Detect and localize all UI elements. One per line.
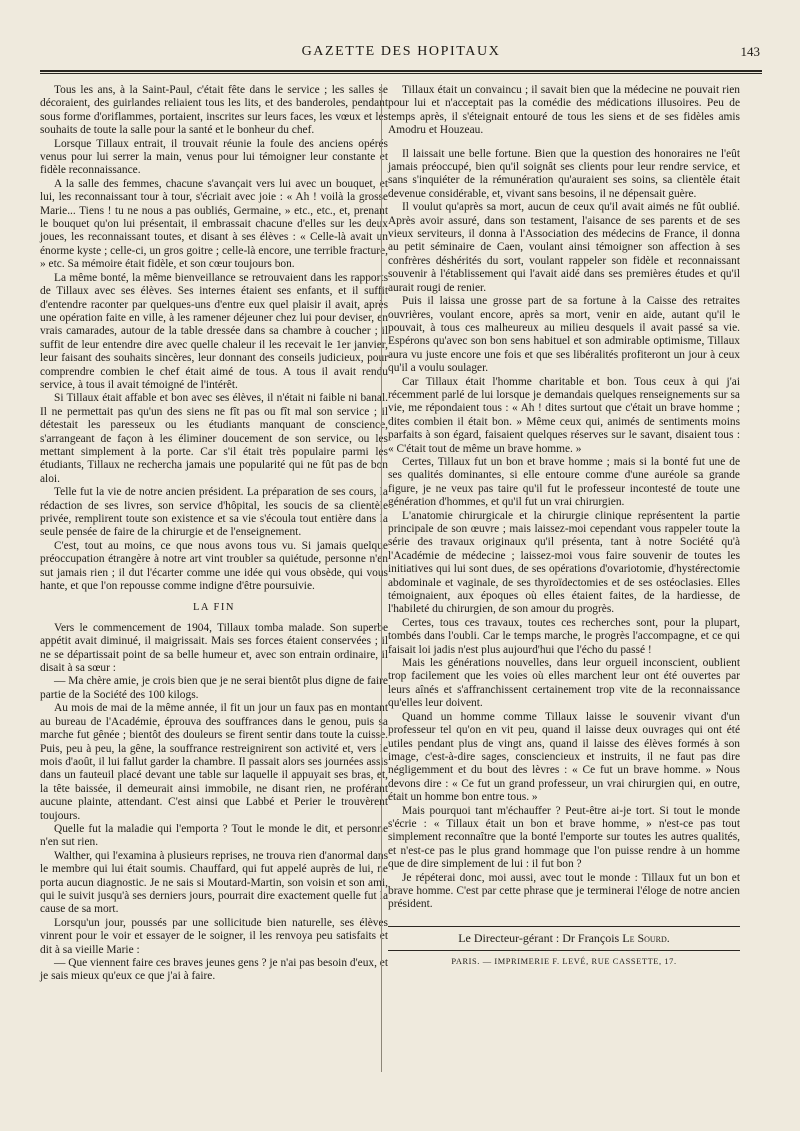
page-number: 143 (740, 44, 760, 59)
paragraph-gap (388, 138, 740, 148)
printer-imprint: PARIS. — IMPRIMERIE F. LEVÉ, RUE CASSETTE, 17. (451, 957, 677, 967)
paragraph: — Que viennent faire ces braves jeunes gens ? je n'ai pas besoin d'eux, et je sais mieux qu'eux ce que j'ai à faire. (40, 957, 388, 983)
signature-rule-bottom (388, 950, 740, 951)
paragraph: A la salle des femmes, chacune s'avançait vers lui avec un bouquet, et lui, les reconnaissant tour à tour, s'écriait avec joie : « Ah ! voilà la grosse Marie... Tiens ! tu ne nous a pas oubliés, Germaine, » etc., etc., et, prenant le bouquet qu'on lui présentait, il embrassait chacune d'elles sur les deux joues, les reconnaissant toutes, et disant à ses élèves : « Celle-là avait un énorme kyste ; celle-ci, un gros goitre ; celle-là encore, une terrible fracture, » etc. Sa mémoire était fidèle, et son cœur toujours bon. (40, 177, 388, 271)
paragraph: Walther, qui l'examina à plusieurs reprises, ne trouva rien d'anormal dans le membre qui lui était soumis. Chauffard, qui fut appelé auprès de lui, ne porta aucun diagnostic. Je ne sais si Moutard-Martin, son voisin et son ami, qui le suivit jusqu'à ses derniers jours, pourrait dire exactement quelle fut la cause de sa mort. (40, 849, 388, 916)
paragraph: Lorsque Tillaux entrait, il trouvait réunie la foule des anciens opérés venus pour lui serrer la main, venus pour lui témoigner leur constante et fidèle reconnaissance. (40, 137, 388, 177)
signature-line (388, 932, 740, 945)
signature-prefix: Le Directeur-gérant : Dr François (458, 930, 623, 945)
right-column (388, 84, 740, 969)
column-divider (381, 84, 382, 1072)
paragraph: Certes, Tillaux fut un bon et brave homme ; mais si la bonté fut une de ses qualités dominantes, si elle entoure comme d'une auréole sa grande figure, je ne veux pas taire qu'il fut le professeur incontesté de toute une génération d'hommes, et qu'il fut un vrai chirurgien. (388, 455, 740, 509)
paragraph: Il voulut qu'après sa mort, aucun de ceux qu'il avait aimés ne fût oublié. Après avoir assuré, dans son testament, l'aisance de ses parents et de ses vieux serviteurs, il donna à l'Association des médecins de France, il donna au petit séminaire de Caen, voulant ainsi témoigner son affection à ses confrères déshérités du sort, voulant rappeler son fidèle et reconnaissant souvenir à l'établissement qui l'avait aidé dans ses premières études et qu'il aurait rougi de renier. (388, 201, 740, 294)
paragraph: Quand un homme comme Tillaux laisse le souvenir vivant d'un professeur tel qu'on en vit peu, quand il laisse deux ouvrages qui ont été utiles pendant plus de vingt ans, quand il laisse des élèves formés à son image, c'est-à-dire sages, consciencieux et instruits, il ne faut pas dire négligemment et du bout des lèvres : « Ce fut un brave homme. » Nous devons dire : « Ce fut un grand professeur, un vrai chirurgien qui, en outre, était un homme bon entre tous. » (388, 710, 740, 804)
paragraph: Il laissait une belle fortune. Bien que la question des honoraires ne l'eût jamais préoccupé, bien qu'il soignât ses clients pour leur rendre service, et sans s'inquiéter de la rémunération qu'auraient ses soins, sa clientèle était devenue considérable, et, vivant sans besoins, il ne dépensait guère. (388, 147, 740, 200)
header-rule (40, 70, 762, 72)
section-title: LA FIN (193, 602, 235, 614)
left-column (40, 84, 388, 984)
page-header (40, 40, 762, 70)
paragraph: C'est, tout au moins, ce que nous avons tous vu. Si jamais quelque préoccupation étrangère à notre art vint troubler sa quiétude, personne n'en sut jamais rien ; il dut l'écarter comme une idée qui vous obsède, qui vous hante, et que l'on repousse comme indigne d'être poursuivie. (40, 539, 388, 593)
journal-title: GAZETTE DES HOPITAUX (301, 44, 501, 59)
paragraph: — Ma chère amie, je crois bien que je ne serai bientôt plus digne de faire partie de la Société des 100 kilogs. (40, 675, 388, 701)
paragraph: Mais les générations nouvelles, dans leur orgueil inconscient, oublient trop facilement que les voies où elles marchent leur ont été ouvertes par leurs aînés et s'affranchissent certainement trop vite de la reconnaissance qu'elles leur doivent. (388, 657, 740, 710)
paragraph: Vers le commencement de 1904, Tillaux tomba malade. Son superbe appétit avait diminué, il maigrissait. Mais ses forces étaient conservées ; il ne se départissait point de sa belle humeur et, avec son entrain ordinaire, il disait à sa sœur : (40, 621, 388, 675)
paragraph: Car Tillaux était l'homme charitable et bon. Tous ceux à qui j'ai récemment parlé de lui lorsque je demandais quelques renseignements sur sa vie, me répondaient tous : « Ah ! dites surtout que c'était un brave homme ; dites combien il était bon. » Même ceux qui, animés de sentiments moins parfaits à son égard, faisaient quelques réserves sur le savant, disaient tous : « C'était tout de même un brave homme. » (388, 375, 740, 455)
paragraph: Au mois de mai de la même année, il fit un jour un faux pas en montant au bureau de l'Académie, éprouva des souffrances dans le genou, puis sa marche fut gênée ; bientôt des douleurs se firent sentir dans toute la cuisse. Puis, peu à peu, la gêne, la souffrance restreignirent son activité et, vers le mois d'août, il lui fallut garder la chambre. Il passait alors ses journées assis dans un fauteuil placé devant une table sur laquelle il appuyait ses bras, et, la tête baissée, il demeurait ainsi immobile, ne disant rien, ne proférant aucune plainte, attendant. C'est ainsi que Labbé et Perier le trouvèrent toujours. (40, 702, 388, 822)
paragraph: La même bonté, la même bienveillance se retrouvaient dans les rapports de Tillaux avec ses élèves. Ses internes étaient ses enfants, et il suffit d'entendre raconter par quelques-uns d'entre eux quel plaisir il avait, après une opération faite en ville, à les ramener déjeuner chez lui pour deviser, en vrais camarades, autour de la table dressée dans sa chambre à coucher ; il suffit de leur entendre dire avec quelle chaleur il les recevait le 1er janvier, leur faisant des souhaits sincères, leur donnant des conseils judicieux, pour comprendre combien le chef était aimé de tous. A tous il avait rendu service, à tous il avait témoigné de l'intérêt. (40, 271, 388, 391)
paragraph: L'anatomie chirurgicale et la chirurgie clinique représentent la partie principale de son œuvre ; mais laissez-moi cependant vous rappeler toute la série des travaux originaux qu'il présenta, tant à notre Société qu'à l'Académie de médecine ; laissez-moi vous faire souvenir de toutes les initiatives qui lui sont dues, de ses opérations d'ovariotomie, d'hystérectomie abdominale et vaginale, de ses thyroïdectomies et de ses ostéoclasies. Elles témoignaient, aux époques où elles étaient faites, de la hardiesse, de l'habileté du chirurgien, de son amour du progrès. (388, 509, 740, 616)
paragraph: Certes, tous ces travaux, toutes ces recherches sont, pour la plupart, tombés dans l'oubli. Car le temps marche, le progrès l'accompagne, et ce qui faisait loi jadis n'est plus aujourd'hui que l'écho du passé ! (388, 616, 740, 656)
paragraph: Je répéterai donc, moi aussi, avec tout le monde : Tillaux fut un bon et brave homme. C'est par cette phrase que je terminerai l'éloge de notre ancien président. (388, 871, 740, 911)
paragraph: Lorsqu'un jour, poussés par une sollicitude bien naturelle, ses élèves vinrent pour le voir et essayer de le soigner, il les renvoya peu satisfaits et dit à sa vieille Marie : (40, 916, 388, 956)
paragraph: Si Tillaux était affable et bon avec ses élèves, il n'était ni faible ni banal. Il ne permettait pas qu'un des siens ne fît pas ou fît mal son service ; il détestait les paresseux ou les étudiants manquant de conscience, s'arrangeant de façon à les éliminer doucement de son service, ou les mettant simplement à la porte. Car s'il était très populaire parmi les étudiants, Tillaux ne rechercha jamais une popularité qui ne fût pas de bon aloi. (40, 392, 388, 485)
paragraph: Telle fut la vie de notre ancien président. La préparation de ses cours, la rédaction de ses livres, son service d'hôpital, les soucis de sa clientèle privée, remplirent toute son existence et sa vie s'écoula tout entière dans la seule pensée de faire de la chirurgie et de l'enseignement. (40, 486, 388, 539)
paragraph: Tous les ans, à la Saint-Paul, c'était fête dans le service ; les salles se décoraient, des guirlandes reliaient tous les lits, et des banderoles, pendant sous forme d'oriflammes, portaient, inscrites sur leurs faces, les vœux et les souhaits de toute la salle pour la santé et le bonheur du chef. (40, 84, 388, 137)
signature-rule (388, 926, 740, 927)
paragraph: Quelle fut la maladie qui l'emporta ? Tout le monde le dit, et personne n'en sut rien. (40, 822, 388, 849)
header-rule-thin (40, 73, 762, 74)
paragraph: Puis il laissa une grosse part de sa fortune à la Caisse des retraites ouvrières, voulant encore, après sa mort, venir en aide, autant qu'il le pouvait, à tous ces malheureux au milieu desquels il avait passé sa vie. Espérons qu'avec son bon sens habituel et son admirable optimisme, Tillaux aura vu juste encore une fois et que ses libéralités profiteront un jour à ceux qu'il a voulu soulager. (388, 295, 740, 375)
signature-suffix: . (666, 930, 670, 945)
paragraph: Tillaux était un convaincu ; il savait bien que la médecine ne pouvait rien pour lui et n'acceptait pas la comédie des médications illusoires. Peu de temps après, il s'éteignait entouré de tous les siens et de ses fidèles amis Amodru et Houzeau. (388, 84, 740, 137)
signature-name: Le Sourd (622, 930, 667, 945)
paragraph: Mais pourquoi tant m'échauffer ? Peut-être ai-je tort. Si tout le monde s'écrie : « Tillaux était un bon et brave homme, » n'est-ce pas tout simplement reconnaître que la bonté l'emporte sur toutes les autres qualités, et n'est-ce pas le plus grand hommage que l'on puisse rendre à un homme que de dire simplement de lui : il fut bon ? (388, 804, 740, 871)
